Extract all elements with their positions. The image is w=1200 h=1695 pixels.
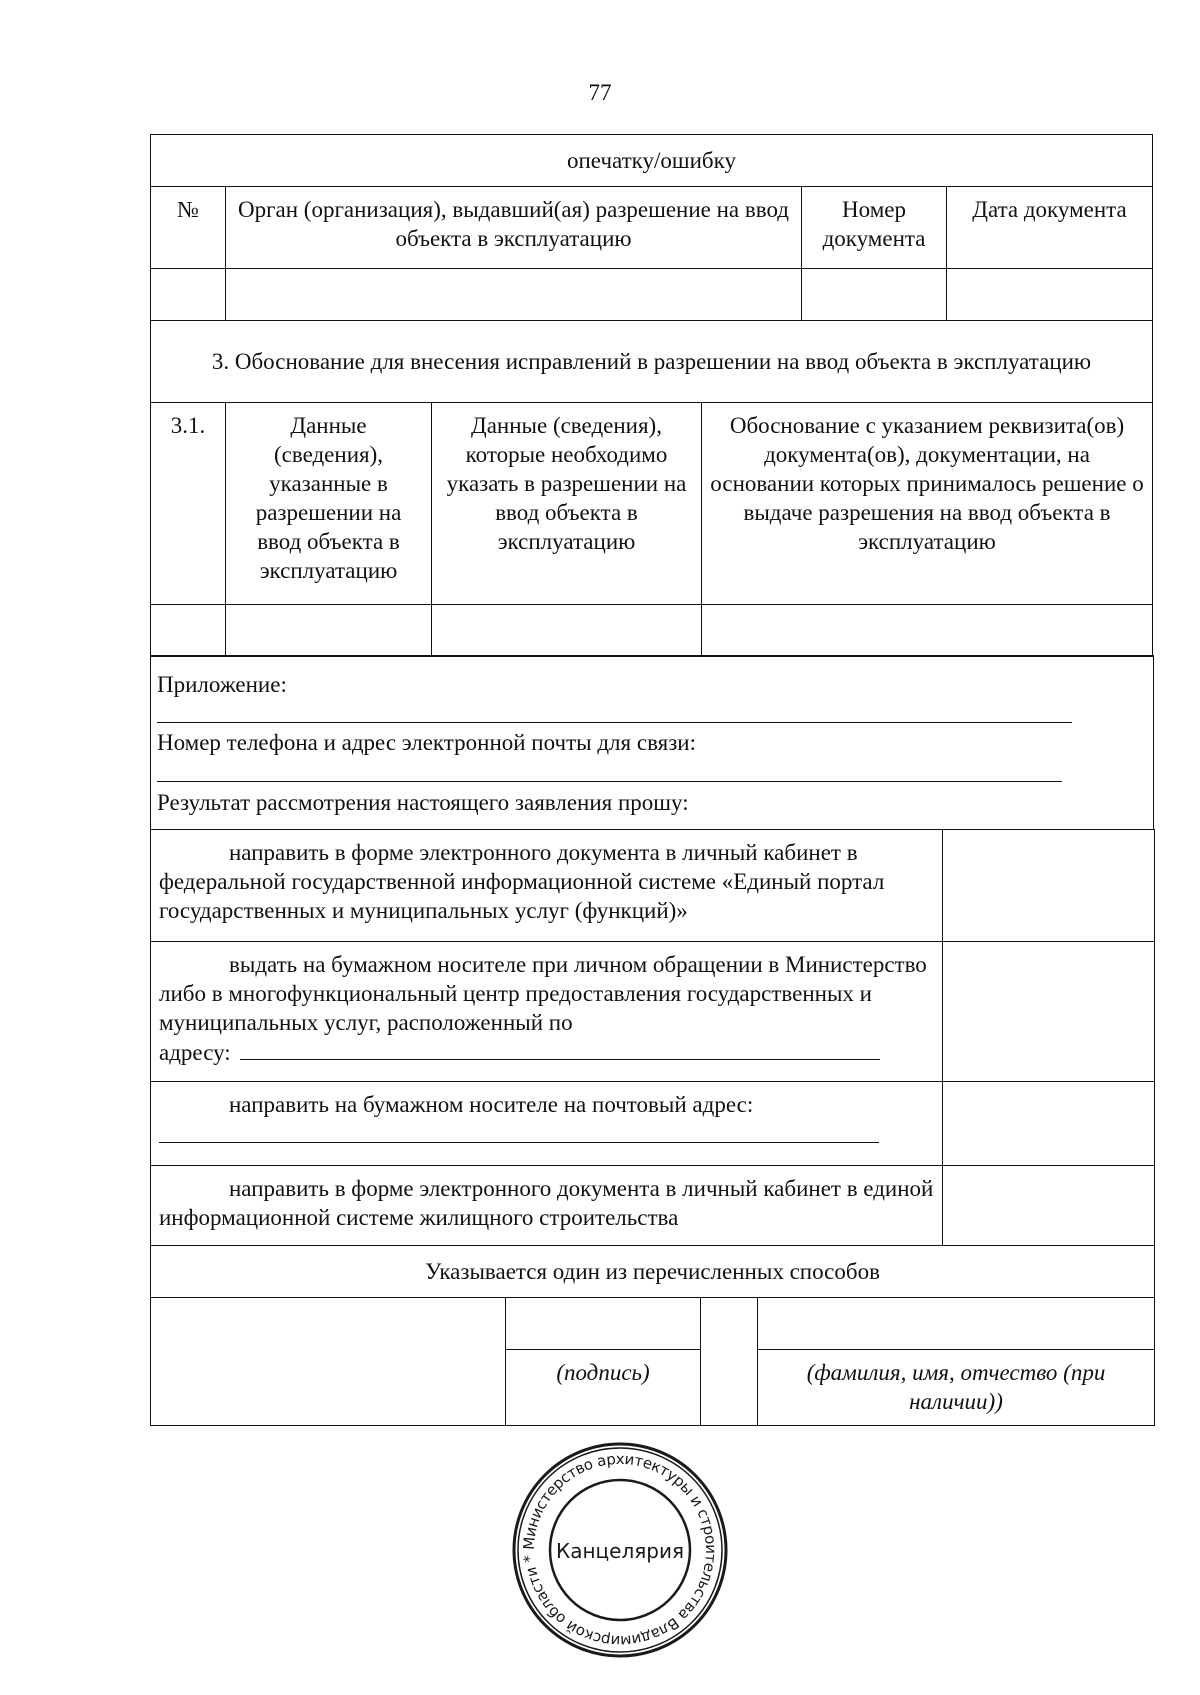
spacer-cell xyxy=(701,1298,758,1426)
option-eisghs-text: направить в форме электронного документа в личный кабинет в единой информационной системе жилищного строительства xyxy=(159,1176,934,1230)
option-paper-pickup-mark[interactable] xyxy=(943,942,1155,1082)
signature-field[interactable] xyxy=(506,1298,701,1350)
cell-number[interactable] xyxy=(151,269,226,321)
address-line[interactable] xyxy=(240,1037,880,1060)
date-cell[interactable] xyxy=(151,1298,506,1426)
cell-organ[interactable] xyxy=(226,269,802,321)
one-of-note: Указывается один из перечисленных способов xyxy=(151,1246,1155,1298)
section3-title: 3. Обоснование для внесения исправлений в разрешении на ввод объекта в эксплуатацию xyxy=(151,321,1153,403)
contact-label: Номер телефона и адрес электронной почты для связи: xyxy=(157,730,696,755)
option-postal-mark[interactable] xyxy=(943,1082,1155,1166)
option-postal-text: направить на бумажном носителе на почтовый адрес: xyxy=(229,1092,754,1117)
option-paper-pickup-address xyxy=(159,1037,934,1067)
signature-caption: (подпись) xyxy=(506,1350,701,1426)
option-paper-pickup xyxy=(151,942,943,1082)
option-postal xyxy=(151,1082,943,1166)
header-organ: Орган (организация), выдавший(ая) разрешение на ввод объекта в эксплуатацию xyxy=(226,187,802,269)
stamp-center-text: Канцелярия xyxy=(556,1539,684,1563)
cell-required-data[interactable] xyxy=(432,605,702,657)
address-label: адресу: xyxy=(159,1040,231,1065)
option-paper-pickup-text: выдать на бумажном носителе при личном обращении в Министерство либо в многофункциональный центр предоставления государственных и муниципальных услуг, расположенный по xyxy=(159,952,927,1035)
header-number: № xyxy=(151,187,226,269)
option-eisghs xyxy=(151,1166,943,1246)
option-eisghs-mark[interactable] xyxy=(943,1166,1155,1246)
header-current-data: Данные (сведения), указанные в разрешении на ввод объекта в эксплуатацию xyxy=(226,403,432,605)
name-field[interactable] xyxy=(758,1298,1155,1350)
correction-table xyxy=(150,134,1152,321)
stamp-ring-text: Министерство архитектуры и строительства Владимирской области * xyxy=(519,1449,721,1651)
section3-table xyxy=(150,320,1152,657)
signature-table xyxy=(150,1245,1154,1426)
name-caption: (фамилия, имя, отчество (при наличии)) xyxy=(758,1350,1155,1426)
option-epgu xyxy=(151,830,943,942)
cell-doc-number[interactable] xyxy=(802,269,947,321)
page-number: 77 xyxy=(588,80,612,105)
postal-address-line[interactable] xyxy=(159,1141,879,1143)
cell-row-number[interactable] xyxy=(151,605,226,657)
contact-line[interactable] xyxy=(157,780,1062,782)
option-epgu-text: направить в форме электронного документа в личный кабинет в федеральной государственной информационной системе «Единый портал государственных и муниципальных услуг (функций)» xyxy=(159,840,885,923)
result-label: Результат рассмотрения настоящего заявления прошу: xyxy=(157,790,689,815)
cell-doc-date[interactable] xyxy=(947,269,1153,321)
stamp-graphic xyxy=(510,1440,730,1660)
table-caption: опечатку/ошибку xyxy=(151,135,1153,187)
header-doc-number: Номер документа xyxy=(802,187,947,269)
section3-row-number: 3.1. xyxy=(151,403,226,605)
stamp xyxy=(510,1440,730,1660)
attachments-line[interactable] xyxy=(157,721,1072,723)
option-epgu-mark[interactable] xyxy=(943,830,1155,942)
header-basis: Обоснование с указанием реквизита(ов) документа(ов), документации, на основании которых принималось решение о выдаче разрешения на ввод объекта в эксплуатацию xyxy=(702,403,1153,605)
applicant-info-block xyxy=(150,655,1154,830)
header-doc-date: Дата документа xyxy=(947,187,1153,269)
attachments-label: Приложение: xyxy=(157,672,287,697)
cell-basis[interactable] xyxy=(702,605,1153,657)
header-required-data: Данные (сведения), которые необходимо указать в разрешении на ввод объекта в эксплуатацию xyxy=(432,403,702,605)
delivery-options-table xyxy=(150,829,1154,1246)
cell-current-data[interactable] xyxy=(226,605,432,657)
